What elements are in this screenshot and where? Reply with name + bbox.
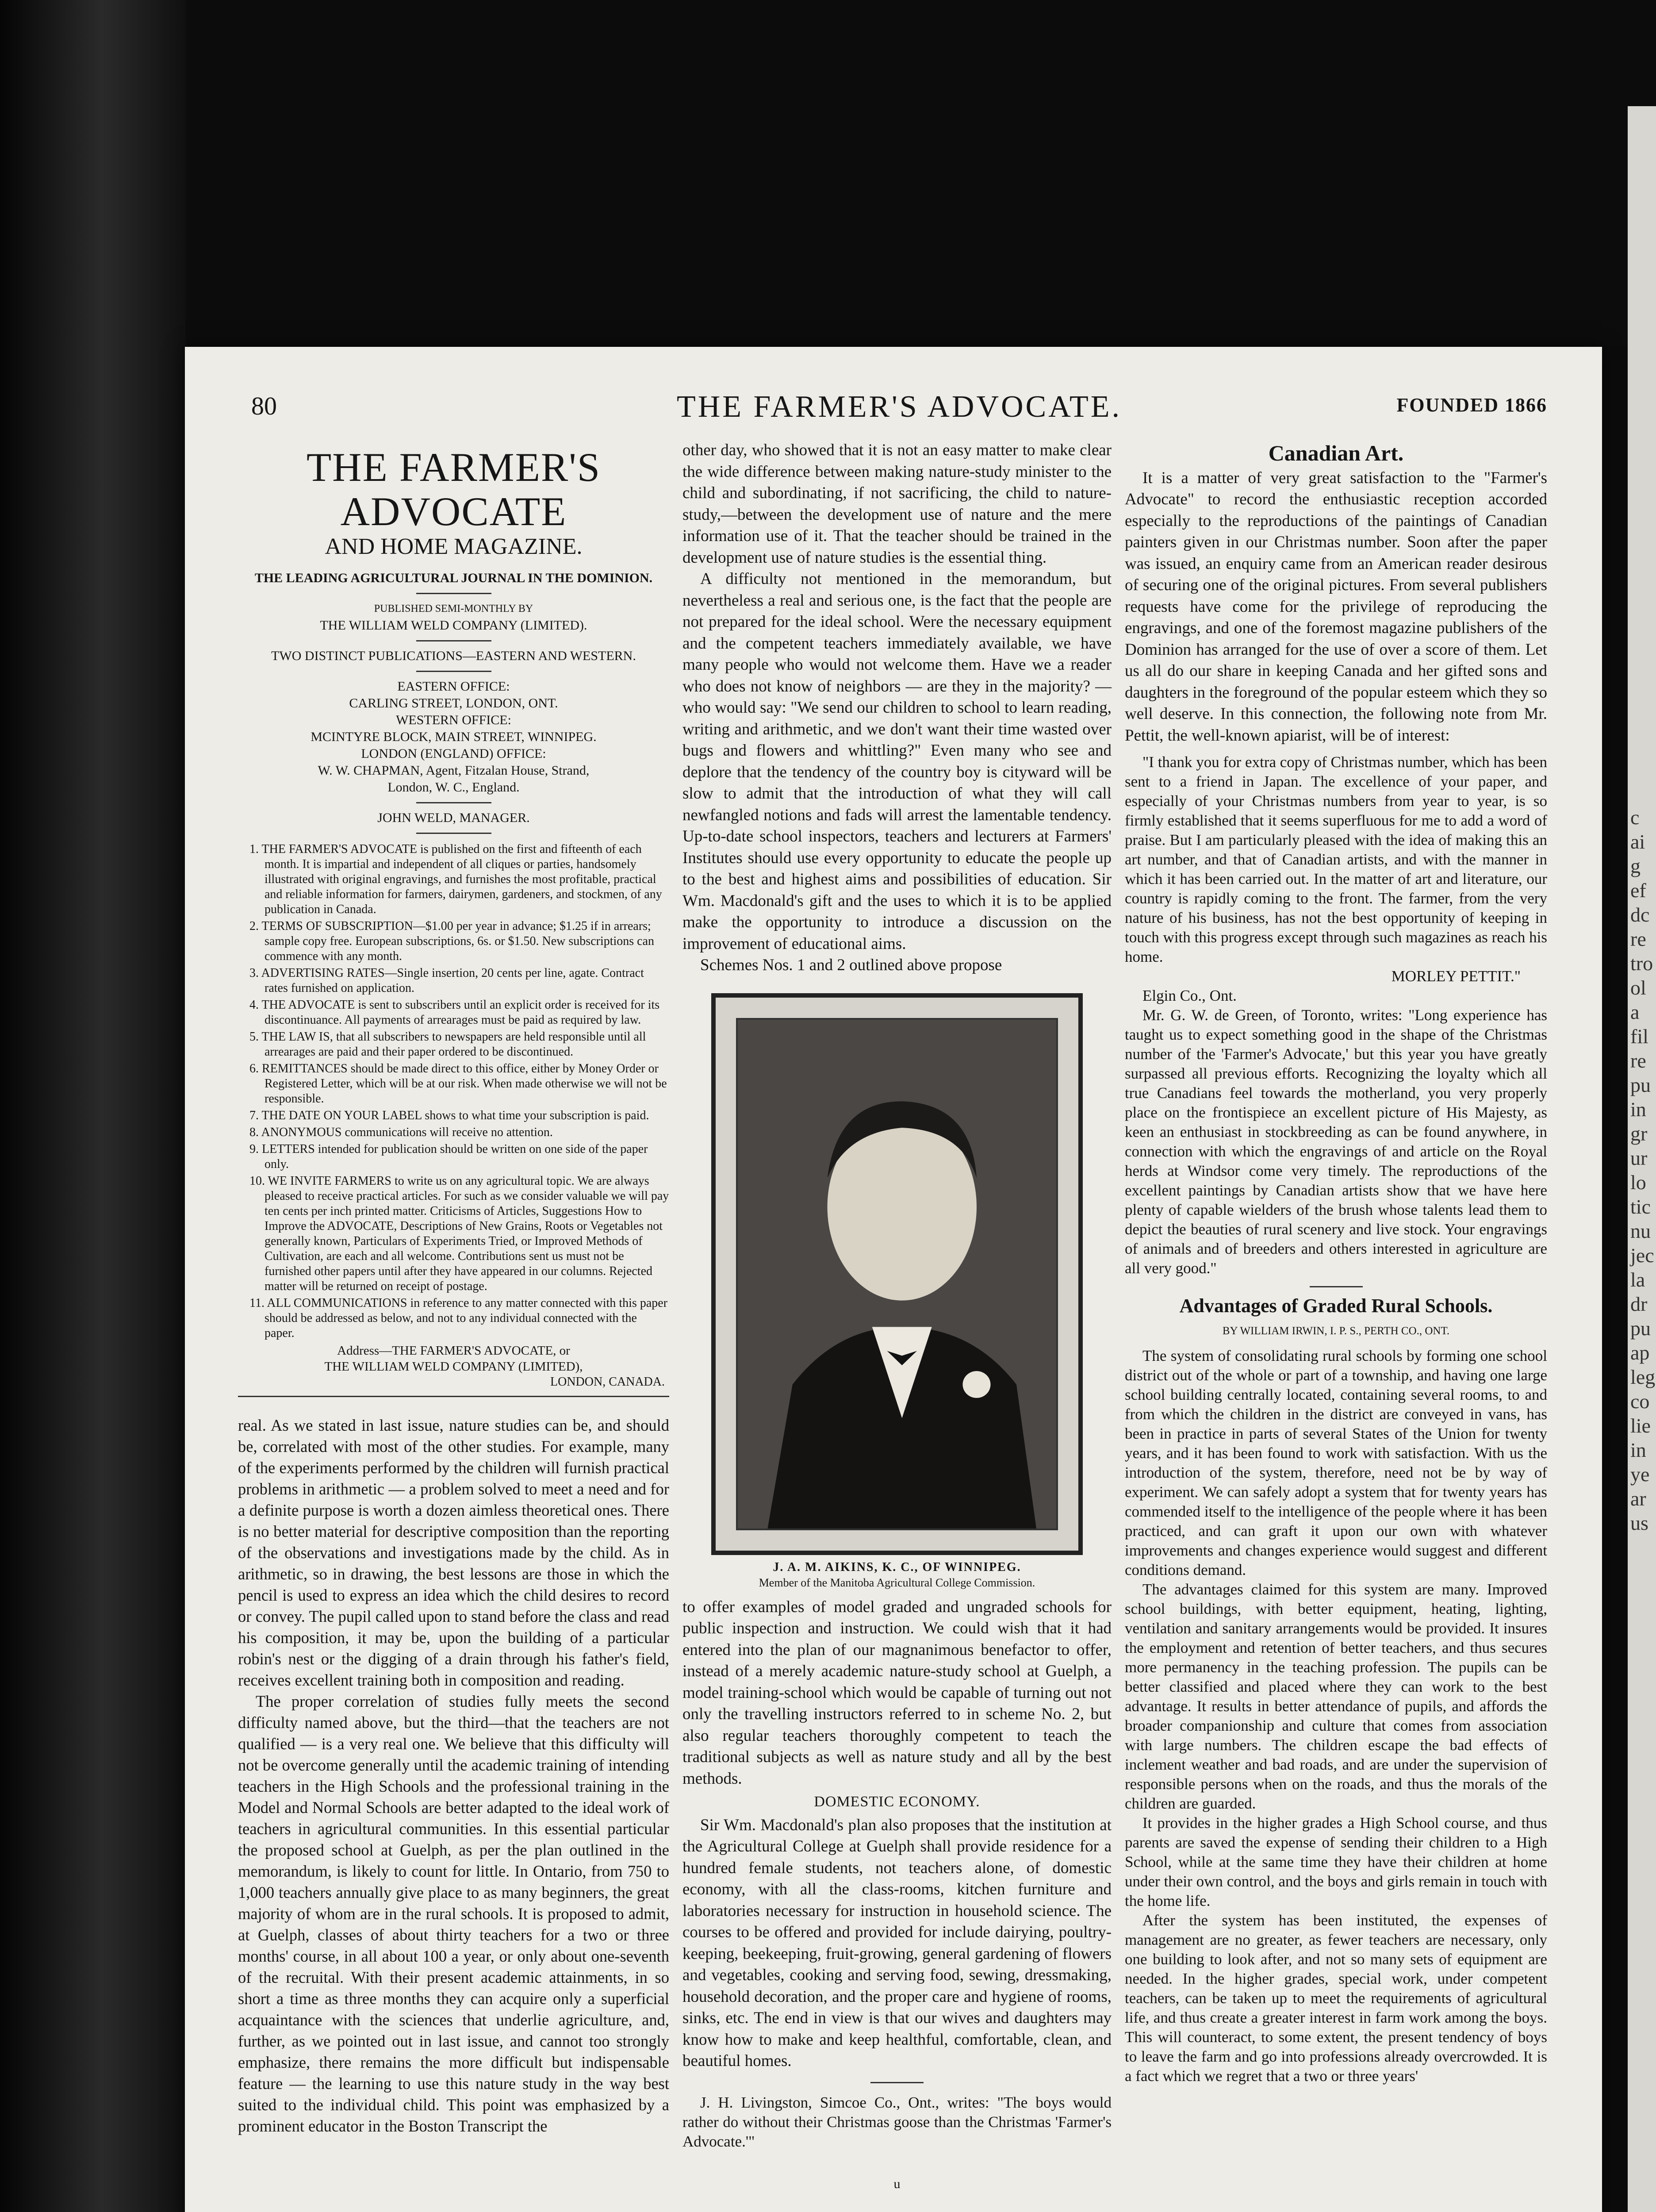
divider xyxy=(238,1396,669,1397)
masthead-subtitle: AND HOME MAGAZINE. xyxy=(325,534,583,559)
adjacent-page-fragment: jec xyxy=(1630,1244,1654,1267)
divider xyxy=(870,2082,924,2083)
terms-item: 4. THE ADVOCATE is sent to subscribers until an explicit order is received for its discontinuance. All payments of arrearages must be paid as required by law. xyxy=(249,998,660,1027)
adjacent-page-fragment: ol xyxy=(1630,976,1646,999)
column-2 xyxy=(682,440,1112,2195)
column-1 xyxy=(238,440,669,2137)
adjacent-page-fragment: us xyxy=(1630,1512,1648,1534)
adjacent-page-fragment: tro xyxy=(1630,952,1653,975)
office-line: EASTERN OFFICE: xyxy=(397,679,510,694)
adjacent-page-fragment: co xyxy=(1630,1390,1650,1413)
terms-item: 2. TERMS OF SUBSCRIPTION—$1.00 per year in advance; $1.25 if in arrears; sample copy free. European subscriptions, 6s. or $1.50. New subscriptions can commence with any month. xyxy=(249,919,655,963)
journal-title: THE FARMER'S ADVOCATE. xyxy=(676,390,1122,424)
terms-item: 6. REMITTANCES should be made direct to this office, either by Money Order or Registered Letter, which will be at our risk. When made otherwise we will not be responsible. xyxy=(249,1061,667,1106)
office-line: London, W. C., England. xyxy=(387,780,520,795)
page-number: 80 xyxy=(251,392,277,420)
publisher-company: THE WILLIAM WELD COMPANY (LIMITED). xyxy=(320,618,587,633)
founded-year: FOUNDED 1866 xyxy=(1396,394,1547,416)
letter-quote: "I thank you for extra copy of Christmas number, which has been sent to a friend in Japan. The excellence of your paper, and especially of your Christmas numbers from year to year, is so firmly established that it seems superfluous for me to add a word of praise. But I am particularly pleased with the idea of making this an art number, and that of Canadian artists, and with the manner in which it has been carried out. In the matter of art and literature, our country is rapidly coming to the front. The farmer, from the very nature of his business, has not the best opportunity of keeping in touch with this progress except through such magazines as reach his home. xyxy=(1125,753,1547,965)
divider xyxy=(416,593,491,594)
adjacent-page-fragment: c xyxy=(1630,806,1640,829)
adjacent-page-fragment: ef xyxy=(1630,879,1646,902)
portrait-image xyxy=(736,1018,1058,1530)
adjacent-page-fragment: ar xyxy=(1630,1487,1646,1510)
terms-item: 5. THE LAW IS, that all subscribers to newspapers are held responsible until all arrearages are paid and their paper ordered to be discontinued. xyxy=(249,1029,646,1059)
article-paragraph: After the system has been instituted, the expenses of management are no greater, as fewer teachers are necessary, only one building to look after, and not so many sets of equipment are needed. In the higher grades, special work, under competent teachers, can be taken up to meet the requirements of agricultural life, and thus create a greater interest in farm work among the boys. This will counteract, to some extent, the present tendency of boys to leave the farm and go into professions already overcrowded. It is a fact which we regret that a two or three years' xyxy=(1125,1912,1547,2085)
terms-item: 7. THE DATE ON YOUR LABEL shows to what time your subscription is paid. xyxy=(249,1108,649,1122)
graded-schools-heading: Advantages of Graded Rural Schools. xyxy=(1179,1295,1493,1317)
publications-note: TWO DISTINCT PUBLICATIONS—EASTERN AND WESTERN. xyxy=(271,648,636,663)
office-line: W. W. CHAPMAN, Agent, Fitzalan House, Strand, xyxy=(318,763,590,778)
article-paragraph: Schemes Nos. 1 and 2 outlined above propose xyxy=(700,956,1002,974)
published-by: PUBLISHED SEMI-MONTHLY BY xyxy=(374,603,533,614)
portrait-engraving xyxy=(711,993,1083,1555)
scan-dark-top xyxy=(186,0,1656,345)
divider xyxy=(416,833,491,834)
terms-item: 1. THE FARMER'S ADVOCATE is published on the first and fifteenth of each month. It is impartial and independent of all cliques or parties, handsomely illustrated with original engravings, and furnishes the most profitable, practical and reliable information for farmers, dairymen, gardeners, and stockmen, of any publication in Canada. xyxy=(249,842,662,916)
address-line: Address—THE FARMER'S ADVOCATE, or xyxy=(337,1343,570,1358)
adjacent-page-fragment: fil xyxy=(1630,1025,1648,1048)
office-line: WESTERN OFFICE: xyxy=(396,712,511,727)
masthead-title: THE FARMER'S ADVOCATE xyxy=(306,445,601,534)
adjacent-page-fragment: ye xyxy=(1630,1463,1650,1486)
adjacent-page-fragment: leg xyxy=(1630,1366,1656,1388)
adjacent-page-fragment: ap xyxy=(1630,1341,1650,1364)
adjacent-page-strip xyxy=(1628,106,1656,2212)
article-paragraph: other day, who showed that it is not an easy matter to make clear the wide difference between making nature-study minister to the child and subordinating, if not sacrificing, the child to nature-study,—between the development use of nature and the mere information use of it. That the teacher should be trained in the development use of nature studies is the essential thing. xyxy=(682,441,1112,567)
nature-study-article xyxy=(238,1415,669,2137)
adjacent-page-fragment: dc xyxy=(1630,903,1650,926)
article-paragraph: It provides in the higher grades a High School course, and thus parents are saved the expense of sending their children to a High School, while at the same time they have their children at home under their own control, and the boys and girls remain in touch with the home life. xyxy=(1125,1814,1547,1909)
adjacent-page-fragment: lo xyxy=(1630,1171,1646,1194)
adjacent-page-fragment: in xyxy=(1630,1098,1646,1121)
letter-quote: Mr. G. W. de Green, of Toronto, writes: "Long experience has taught us to expect something good in the shape of the Christmas number of the 'Farmer's Advocate,' but this year you have greatly surpassed all previous efforts. Recognizing the loyalty which all true Canadians feel towards the motherland, you very properly place on the frontispiece an excellent picture of His Majesty, as keen an enthusiast in stockbreeding as can be found anywhere, in connection with which the engravings of and article on the Royal herds at Windsor come very timely. The reproductions of the excellent paintings by Canadian artists show that we have here plenty of capable wielders of the brush whose talents lead them to depict the beauties of rural scenery and live stock. Your engravings of animals and of breeders and others interested in agriculture are all very good." xyxy=(1125,1006,1547,1277)
adjacent-page-fragment: la xyxy=(1630,1268,1645,1291)
adjacent-page-fragment: lie xyxy=(1630,1414,1651,1437)
article-paragraph: The advantages claimed for this system are many. Improved school buildings, with better equipment, heating, lighting, ventilation and sanitary arrangements would be provided. It insures the employment and retention of better teachers, and thus secures more permanency in the teaching profession. The pupils can be better classified and placed where they can work to the best advantage. It results in better attendance of pupils, and affords the broader companionship and culture that comes from association with large numbers. The children escape the bad effects of inclement weather and bad roads, and are under the supervision of responsible persons when on the roads, and thus the morals of the children are guarded. xyxy=(1125,1581,1547,1812)
article-paragraph: It is a matter of very great satisfaction to the "Farmer's Advocate" to record the enthusiastic reception accorded especially to the reproductions of the paintings of Canadian painters given in our Christmas number. Soon after the paper was issued, an enquiry came from an American reader desirous of securing one of the original pictures. From several publishers requests have come for the privilege of reproducing the engravings, and one of the foremost magazine publishers of the Dominion has arranged for the use of over a score of them. Let us all do our share in keeping Canada and her gifted sons and daughters in the foreground of the popular esteem which they so well deserve. In this connection, the following note from Mr. Pettit, the well-known apiarist, will be of interest: xyxy=(1125,469,1547,745)
article-paragraph: The proper correlation of studies fully meets the second difficulty named above, but the third—that the teachers are not qualified — is a very real one. We believe that this difficulty will not be overcome generally until the academic training of intending teachers in the High Schools and the professional training in the Model and Normal Schools are better adapted to the ideal work of teachers in agricultural communities. In this essential particular the proposed school at Guelph, as per the plan outlined in the memorandum, is likely to count for little. In Ontario, from 750 to 1,000 teachers annually give place to as many beginners, the great majority of whom are in the rural schools. It is proposed to admit, at Guelph, classes of about thirty teachers for a two or three months' course, in all about 100 a year, or only about one-seventh of the recruital. With their present academic attainments, in so short a time as three months they can acquire only a superficial acquaintance with the sciences that underlie agriculture, and, further, as we pointed out in last issue, and cannot too strongly emphasize, there remains the more difficult but indispensable feature — the learning to use this nature study in the way best suited to the individual child. This point was emphasized by a prominent educator in the Boston Transcript the xyxy=(238,1692,669,2135)
page-header xyxy=(251,391,1547,426)
adjacent-page-fragment: pu xyxy=(1630,1317,1651,1340)
adjacent-page-fragment: re xyxy=(1630,928,1646,950)
masthead-tagline: THE LEADING AGRICULTURAL JOURNAL IN THE DOMINION. xyxy=(254,570,653,585)
article-byline: BY WILLIAM IRWIN, I. P. S., PERTH CO., ONT. xyxy=(1222,1325,1450,1337)
adjacent-page-fragment: g xyxy=(1630,855,1641,877)
adjacent-page-fragment: ai xyxy=(1630,830,1645,853)
portrait-caption: J. A. M. AIKINS, K. C., OF WINNIPEG. xyxy=(773,1560,1021,1574)
newspaper-page xyxy=(185,347,1602,2212)
letter-place: Elgin Co., Ont. xyxy=(1142,987,1237,1004)
section-subheading: DOMESTIC ECONOMY. xyxy=(814,1793,980,1810)
divider xyxy=(416,802,491,803)
terms-item: 10. WE INVITE FARMERS to write us on any agricultural topic. We are always pleased to receive practical articles. For such as we consider valuable we will pay ten cents per inch printed matter. Criticisms of Articles, Suggestions How to Improve the ADVOCATE, Descriptions of New Grains, Roots or Vegetables not generally known, Particulars of Experiments Tried, or Improved Methods of Cultivation, are each and all welcome. Contributions sent us must not be furnished other papers until after they have appeared in our columns. Rejected matter will be returned on receipt of postage. xyxy=(249,1174,669,1293)
terms-item: 8. ANONYMOUS communications will receive no attention. xyxy=(249,1125,553,1139)
article-paragraph: real. As we stated in last issue, nature studies can be, and should be, correlated with most of the other studies. For example, many of the experiments performed by the children will furnish practical problems in arithmetic — a problem solved to meet a need and for a definite purpose is worth a dozen aimless theoretical ones. There is no better material for descriptive composition than the reporting of the observations and investigations made by the child. As in arithmetic, so in drawing, the best lessons are those in which the pencil is used to express an idea which the child desires to record or convey. The pupil called upon to stand before the class and read his composition, it may be, upon the building of a particular robin's nest or the digging of a drain through his father's field, receives excellent training both in composition and reading. xyxy=(238,1416,669,1689)
office-list xyxy=(238,678,669,796)
article-paragraph: to offer examples of model graded and ungraded schools for public inspection and instruction. We could wish that it had entered into the plan of our magnanimous benefactor to offer, instead of a merely academic nature-study school at Guelph, a model training-school which would be capable of turning out not only the travelling instructors referred to in scheme No. 2, but also regular teachers thoroughly competent to teach the traditional subjects as well as nature study and all by the best methods. xyxy=(682,1598,1112,1788)
terms-item: 9. LETTERS intended for publication should be written on one side of the paper only. xyxy=(249,1142,648,1171)
adjacent-page-fragment: a xyxy=(1630,1001,1640,1023)
terms-item: 3. ADVERTISING RATES—Single insertion, 20 cents per line, agate. Contract rates furnished on application. xyxy=(249,966,644,995)
column-3 xyxy=(1125,440,1547,2086)
article-paragraph: Sir Wm. Macdonald's plan also proposes that the institution at the Agricultural College at Guelph shall provide residence for a hundred female students, not teachers alone, of domestic economy, with all the class-rooms, kitchen furniture and laboratories necessary for instruction in household science. The courses to be offered and provided for include dairying, poultry-keeping, beekeeping, fruit-growing, general gardening of flowers and vegetables, cooking and serving food, sewing, dressmaking, household decoration, and the proper care and hygiene of rooms, sinks, etc. The end in view is that our wives and daughters may know how to make and keep healthful, comfortable, clean, and beautiful homes. xyxy=(682,1816,1112,2070)
portrait-figure xyxy=(738,1020,1056,1528)
manager-line: JOHN WELD, MANAGER. xyxy=(377,810,530,825)
terms-item: 11. ALL COMMUNICATIONS in reference to any matter connected with this paper should be addressed as below, and not to any individual connected with the paper. xyxy=(249,1296,668,1340)
adjacent-page-fragment: ur xyxy=(1630,1147,1648,1169)
divider xyxy=(416,640,491,641)
subscription-terms xyxy=(238,842,669,1390)
adjacent-page-fragment: dr xyxy=(1630,1293,1648,1315)
adjacent-page-fragment: in xyxy=(1630,1439,1646,1461)
letter-signature: MORLEY PETTIT." xyxy=(1391,968,1521,985)
canadian-art-heading: Canadian Art. xyxy=(1268,441,1404,465)
address-company: THE WILLIAM WELD COMPANY (LIMITED), xyxy=(324,1359,583,1374)
adjacent-page-fragment: pu xyxy=(1630,1074,1651,1096)
adjacent-page-fragment: gr xyxy=(1630,1122,1648,1145)
scan-dark-margin xyxy=(0,0,186,2212)
office-line: MCINTYRE BLOCK, MAIN STREET, WINNIPEG. xyxy=(310,729,597,744)
office-line: CARLING STREET, LONDON, ONT. xyxy=(349,695,558,710)
office-line: LONDON (ENGLAND) OFFICE: xyxy=(361,746,546,761)
page-mark: u xyxy=(893,2176,901,2191)
address-place: LONDON, CANADA. xyxy=(550,1375,665,1389)
portrait-subcaption: Member of the Manitoba Agricultural College Commission. xyxy=(759,1576,1035,1589)
adjacent-page-fragment: tic xyxy=(1630,1195,1651,1218)
divider xyxy=(416,671,491,672)
adjacent-page-fragment: re xyxy=(1630,1049,1646,1072)
divider xyxy=(1310,1286,1363,1287)
reader-letter: J. H. Livingston, Simcoe Co., Ont., writes: "The boys would rather do without their Christmas goose than the Christmas 'Farmer's Advocate.'" xyxy=(682,2093,1112,2150)
adjacent-page-fragment: nu xyxy=(1630,1220,1651,1242)
article-paragraph: The system of consolidating rural schools by forming one school district out of the whole or part of a township, and having one large school building centrally located, containing several rooms, to and from which the children in the district are conveyed in vans, has been in practice in parts of several States of the Union for twenty years, and it has been found to work with satisfaction. With us the introduction of the system, therefore, need not be by way of experiment. We can safely adopt a system that for twenty years has commended itself to the intelligence of the people where it has been practiced, and can graft it upon our own with whatever improvements and changes experience would suggest and different conditions demand. xyxy=(1125,1347,1547,1578)
article-paragraph: A difficulty not mentioned in the memorandum, but nevertheless a real and serious one, is the fact that the people are not prepared for the ideal school. Were the necessary equipment and the competent teachers immediately available, we have many people who would not welcome them. Have we a reader who does not know of neighbors — are they in the majority? — who would say: "We send our children to school to learn reading, writing and arithmetic, and we don't want their time wasted over bugs and flowers and whittling?" Even many who see and deplore that the tendency of the country boy is cityward will be slow to admit that the introduction of what they will call newfangled notions and fads will arrest the lamentable tendency. Up-to-date school inspectors, teachers and lecturers at Farmers' Institutes should use every opportunity to educate the people up to the best and highest aims and possibilities of education. Sir Wm. Macdonald's gift and the uses to which it is to be applied make the opportunity to introduce a discussion on the improvement of educational aims. xyxy=(682,570,1112,953)
